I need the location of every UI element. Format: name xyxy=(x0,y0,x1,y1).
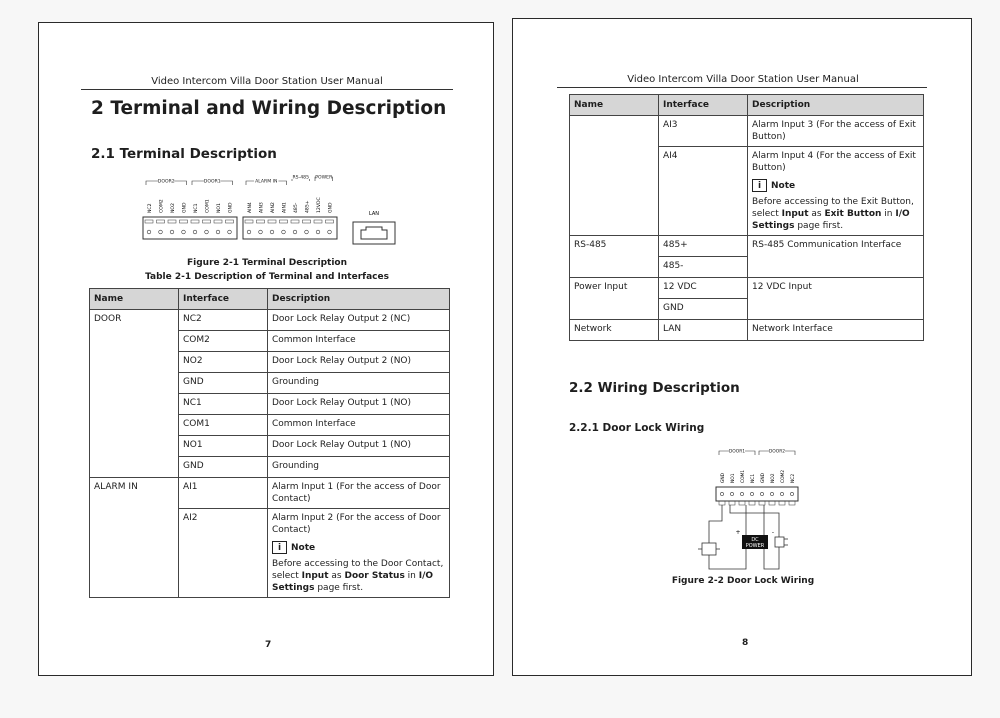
lan-jack-icon xyxy=(353,222,395,244)
table-row xyxy=(90,478,450,509)
group-label: DOOR1 xyxy=(728,449,746,455)
group-label: DOOR2 xyxy=(768,449,786,455)
table-row xyxy=(90,310,450,331)
group-label: RS-485 xyxy=(292,175,310,181)
table-row xyxy=(570,278,924,299)
description-cell: Door Lock Relay Output 2 (NO) xyxy=(268,352,450,373)
terminal-pin-label: 485+ xyxy=(305,200,311,213)
section-title: 2.2 Wiring Description xyxy=(569,380,740,396)
header-rule xyxy=(81,89,453,90)
screw-hole xyxy=(730,492,733,495)
screw-hole xyxy=(147,230,151,234)
header-name: Name xyxy=(90,289,179,310)
chapter-title: 2 Terminal and Wiring Description xyxy=(91,98,447,119)
screw-hole xyxy=(159,230,163,234)
interface-cell: COM1 xyxy=(179,415,268,436)
screw-hole xyxy=(770,492,773,495)
description-cell: Common Interface xyxy=(268,415,450,436)
terminal-tooth xyxy=(226,220,234,223)
terminal-pin-label: AIN1 xyxy=(282,202,288,213)
header-interface: Interface xyxy=(179,289,268,310)
table-header-row xyxy=(90,289,450,310)
terminal-tooth xyxy=(191,220,199,223)
terminal-pin-label: GND xyxy=(228,202,234,213)
screw-hole xyxy=(790,492,793,495)
interface-cell: NO1 xyxy=(179,436,268,457)
interface-cell: AI1 xyxy=(179,478,268,509)
lock-pin-label: NC1 xyxy=(750,473,756,483)
lock-pin-label: GND xyxy=(760,472,766,483)
note-label: Note xyxy=(771,180,796,191)
screw-hole xyxy=(247,230,251,234)
terminal-pin-label: NO1 xyxy=(217,203,222,213)
description-text: Alarm Input 4 (For the access of Exit Button) xyxy=(752,151,916,173)
description-cell: Common Interface xyxy=(268,331,450,352)
name-cell-rs485: RS-485 xyxy=(570,236,659,278)
note-icon: i xyxy=(272,541,287,554)
running-header: Video Intercom Villa Door Station User Manual xyxy=(151,76,383,87)
note-heading xyxy=(272,541,445,554)
description-cell: Alarm Input 3 (For the access of Exit Button) xyxy=(748,116,924,147)
description-cell: Door Lock Relay Output 1 (NO) xyxy=(268,436,450,457)
interface-cell: NC1 xyxy=(179,394,268,415)
terminal-table-continued xyxy=(569,94,924,341)
name-cell-power-input: Power Input xyxy=(570,278,659,320)
screw-hole xyxy=(328,230,332,234)
lock-block-teeth xyxy=(719,501,795,505)
terminal-pin-label: COM2 xyxy=(159,199,165,213)
terminal-pin-label: 485- xyxy=(294,202,299,213)
power-label-dc: DC xyxy=(751,537,759,543)
lock-tooth xyxy=(769,501,775,505)
lock-pin-label: GND xyxy=(720,472,726,483)
interface-cell: GND xyxy=(659,299,748,320)
lock-tooth xyxy=(789,501,795,505)
terminal-pin-label: AIN4 xyxy=(248,202,253,213)
description-cell-with-note xyxy=(748,147,924,236)
terminal-tooth xyxy=(303,220,311,223)
left-page xyxy=(38,22,494,676)
terminal-pin-label: COM1 xyxy=(205,199,211,213)
terminal-tooth xyxy=(268,220,276,223)
note-label: Note xyxy=(291,542,316,553)
terminal-block-left xyxy=(143,217,237,239)
lock-pin-label: NO2 xyxy=(770,473,776,483)
terminal-pin-label: NO2 xyxy=(171,203,176,213)
lock-group-brackets xyxy=(719,448,795,455)
interface-cell: GND xyxy=(179,373,268,394)
lock-tooth xyxy=(739,501,745,505)
screw-hole xyxy=(270,230,274,234)
terminal-tooth xyxy=(257,220,265,223)
page-number: 7 xyxy=(265,640,272,650)
terminal-tooth xyxy=(280,220,288,223)
table-row xyxy=(570,236,924,257)
description-cell: RS-485 Communication Interface xyxy=(748,236,924,278)
interface-cell: AI3 xyxy=(659,116,748,147)
subsection-title: 2.2.1 Door Lock Wiring xyxy=(569,422,705,434)
interface-cell: GND xyxy=(179,457,268,478)
terminal-diagram xyxy=(139,173,399,249)
terminal-tooth xyxy=(203,220,211,223)
description-text: Alarm Input 2 (For the access of Door Contact) xyxy=(272,513,441,535)
interface-cell: 485- xyxy=(659,257,748,278)
note-text: Before accessing to the Exit Button, select Input as Exit Button in I/O Settings page first. xyxy=(752,197,914,231)
figure-caption: Figure 2-1 Terminal Description xyxy=(186,258,347,268)
screw-hole xyxy=(170,230,174,234)
terminal-tooth xyxy=(326,220,334,223)
screw-hole xyxy=(750,492,753,495)
lock-tooth xyxy=(719,501,725,505)
screw-hole xyxy=(780,492,783,495)
table-caption: Table 2-1 Description of Terminal and Interfaces xyxy=(145,272,389,282)
table-header-row xyxy=(570,95,924,116)
terminal-pin-label: 12VDC xyxy=(317,197,322,213)
note-text: Before accessing to the Door Contact, select Input as Door Status in I/O Settings page first. xyxy=(272,559,444,593)
terminal-pin-label: AIN2 xyxy=(271,202,276,213)
description-cell-with-note xyxy=(268,509,450,598)
note-heading xyxy=(752,179,919,192)
door-lock-icon xyxy=(702,543,716,555)
terminal-tooth xyxy=(157,220,165,223)
screw-hole xyxy=(259,230,263,234)
running-header: Video Intercom Villa Door Station User Manual xyxy=(627,74,859,85)
screw-hole xyxy=(216,230,220,234)
terminal-tooth xyxy=(291,220,299,223)
name-cell-network: Network xyxy=(570,320,659,341)
lan-label: LAN xyxy=(368,211,380,217)
group-label: DOOR1 xyxy=(203,179,221,185)
power-label-power: POWER xyxy=(745,543,765,549)
right-page xyxy=(512,18,972,676)
header-rule xyxy=(557,87,927,88)
figure-caption: Figure 2-2 Door Lock Wiring xyxy=(671,576,815,586)
terminal-block-right xyxy=(243,217,337,239)
terminal-pin-label: GND xyxy=(182,202,188,213)
lock-screw-holes xyxy=(720,492,793,495)
interface-cell: AI2 xyxy=(179,509,268,598)
interface-cell: 12 VDC xyxy=(659,278,748,299)
terminal-pin-label: NC1 xyxy=(194,203,199,213)
description-cell: Grounding xyxy=(268,373,450,394)
screw-hole xyxy=(740,492,743,495)
header-interface: Interface xyxy=(659,95,748,116)
plus-label: + xyxy=(735,529,741,536)
name-cell-empty xyxy=(570,116,659,236)
screw-hole xyxy=(305,230,309,234)
terminal-screw-holes xyxy=(147,230,331,234)
description-cell: Grounding xyxy=(268,457,450,478)
page-number: 8 xyxy=(742,638,749,648)
section-title: 2.1 Terminal Description xyxy=(91,146,277,162)
door-lock-wiring-diagram xyxy=(685,443,805,579)
lock-pin-label: NO1 xyxy=(730,473,736,483)
lock-tooth xyxy=(749,501,755,505)
terminal-pin-label: GND xyxy=(328,202,334,213)
lan-port-icon xyxy=(361,227,387,239)
note-icon: i xyxy=(752,179,767,192)
lock-tooth xyxy=(759,501,765,505)
lock-pin-label: COM2 xyxy=(780,469,786,483)
lock-pin-label: NC2 xyxy=(790,473,796,483)
interface-cell: COM2 xyxy=(179,331,268,352)
terminal-group-brackets xyxy=(146,174,333,185)
screw-hole xyxy=(760,492,763,495)
terminal-tooth xyxy=(145,220,153,223)
terminal-block-teeth xyxy=(145,220,334,223)
description-cell: 12 VDC Input xyxy=(748,278,924,320)
terminal-tooth xyxy=(245,220,253,223)
lock-tooth xyxy=(779,501,785,505)
screw-hole xyxy=(228,230,232,234)
lock-pin-label: COM1 xyxy=(740,469,746,483)
interface-cell: AI4 xyxy=(659,147,748,236)
description-cell: Alarm Input 1 (For the access of Door Contact) xyxy=(268,478,450,509)
table-row xyxy=(570,116,924,147)
screw-hole xyxy=(316,230,320,234)
name-cell-alarm-in: ALARM IN xyxy=(90,478,179,598)
description-cell: Network Interface xyxy=(748,320,924,341)
lock-pin-labels xyxy=(720,470,796,483)
table-row xyxy=(570,320,924,341)
interface-cell: NC2 xyxy=(179,310,268,331)
lock-terminal-block xyxy=(716,487,798,501)
header-name: Name xyxy=(570,95,659,116)
terminal-tooth xyxy=(214,220,222,223)
screw-hole xyxy=(720,492,723,495)
screw-hole xyxy=(282,230,286,234)
interface-cell: NO2 xyxy=(179,352,268,373)
screw-hole xyxy=(193,230,197,234)
group-label: ALARM IN xyxy=(255,179,278,185)
header-description: Description xyxy=(268,289,450,310)
name-cell-door: DOOR xyxy=(90,310,179,478)
description-cell: Door Lock Relay Output 1 (NO) xyxy=(268,394,450,415)
terminal-table xyxy=(89,288,450,598)
terminal-tooth xyxy=(180,220,188,223)
terminal-tooth xyxy=(314,220,322,223)
terminal-tooth xyxy=(168,220,176,223)
lock-tooth xyxy=(729,501,735,505)
screw-hole xyxy=(205,230,209,234)
interface-cell: LAN xyxy=(659,320,748,341)
group-label: POWER xyxy=(315,175,333,181)
header-description: Description xyxy=(748,95,924,116)
screw-hole xyxy=(182,230,186,234)
interface-cell: 485+ xyxy=(659,236,748,257)
minus-label: - xyxy=(771,529,775,536)
description-cell: Door Lock Relay Output 2 (NC) xyxy=(268,310,450,331)
exit-button-icon xyxy=(775,537,784,547)
terminal-pin-labels xyxy=(147,197,334,213)
group-label: DOOR2 xyxy=(157,179,175,185)
screw-hole xyxy=(293,230,297,234)
terminal-pin-label: NC2 xyxy=(148,203,153,213)
terminal-pin-label: AIN3 xyxy=(259,202,265,213)
